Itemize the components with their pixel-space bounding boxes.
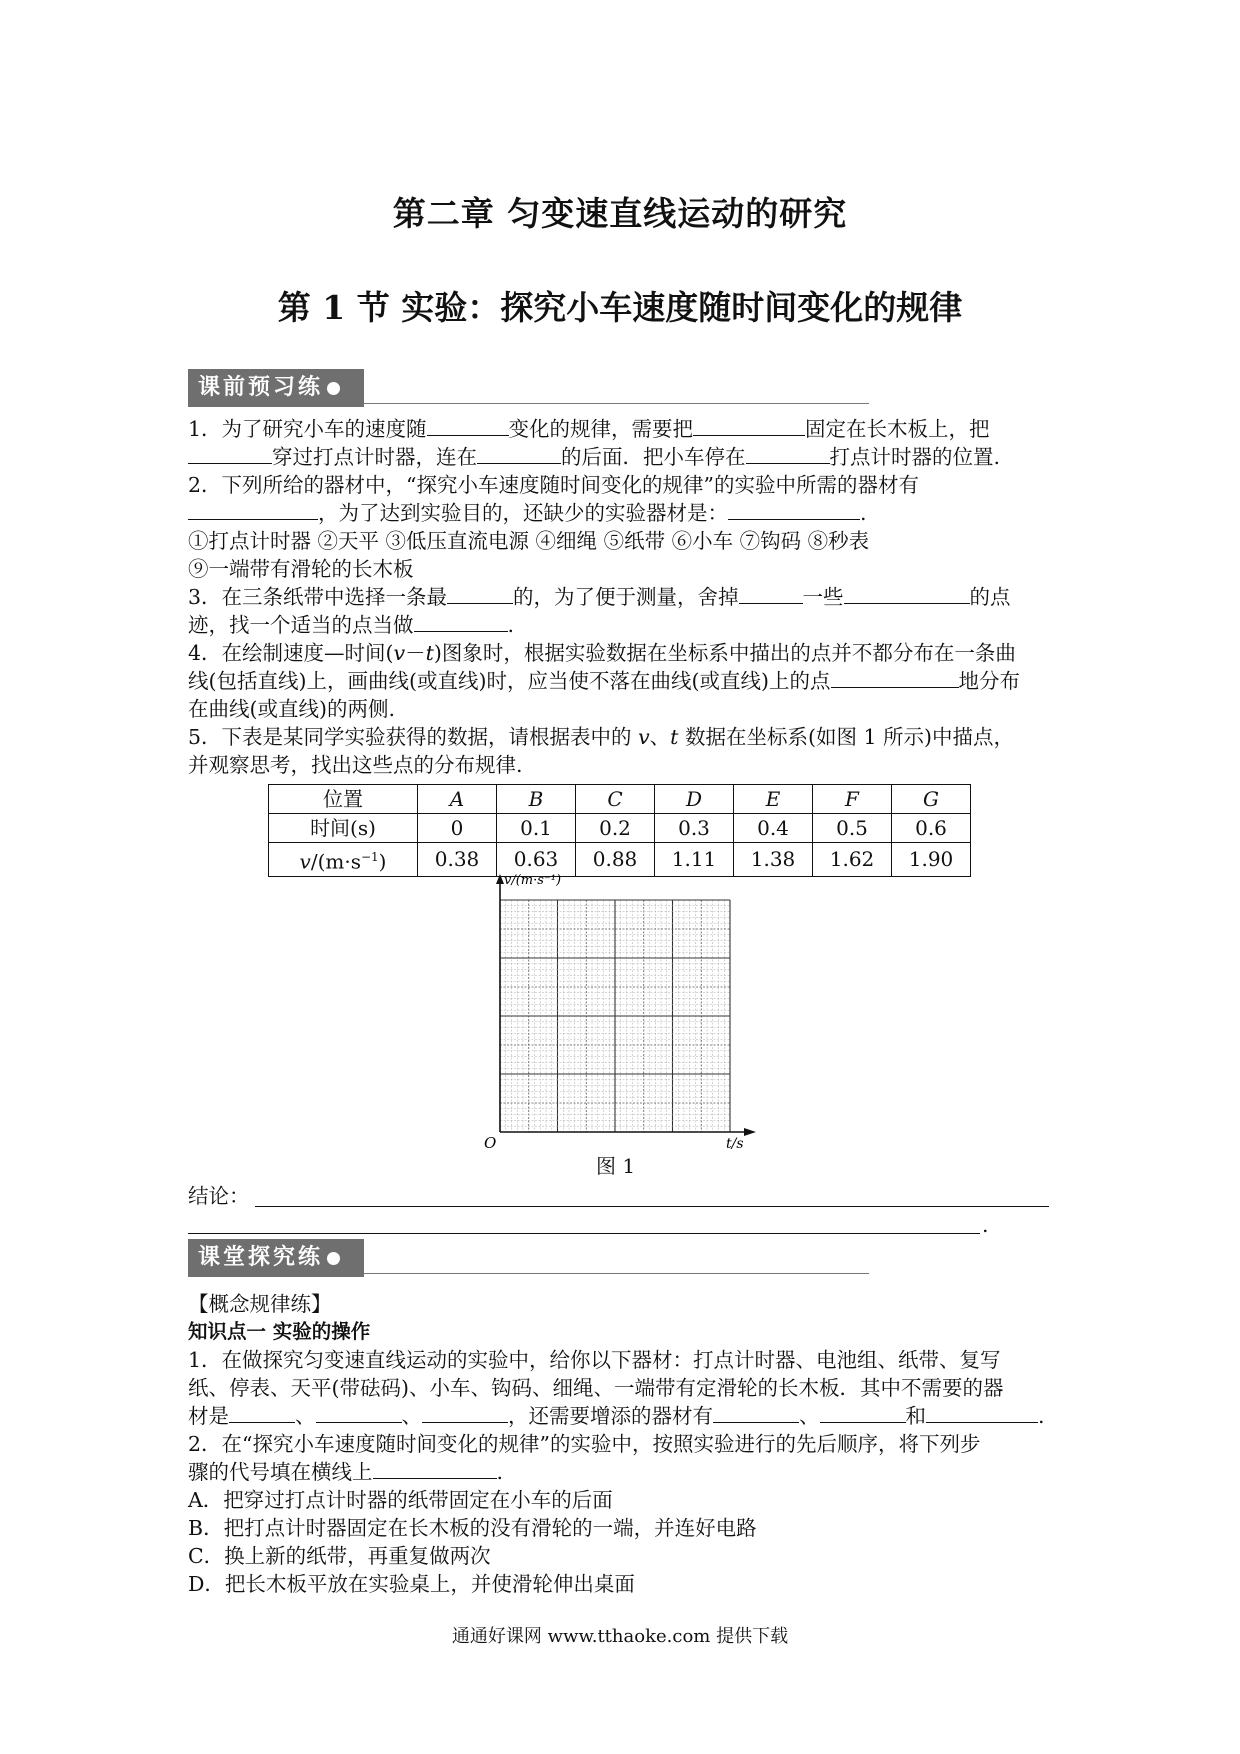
answer-blank[interactable] (447, 583, 513, 604)
table-cell: 0.1 (497, 814, 576, 843)
table-cell: 0.88 (576, 843, 655, 877)
table-cell: 1.11 (655, 843, 734, 877)
table-cell: 0.6 (892, 814, 971, 843)
answer-blank[interactable] (414, 611, 508, 632)
knowledge-point-heading: 知识点一 实验的操作 (188, 1320, 371, 1343)
equipment-list-2: ⑨一端带有滑轮的长木板 (188, 557, 414, 581)
answer-blank[interactable] (728, 499, 860, 520)
table-cell: 1.62 (813, 843, 892, 877)
step-b: B．把打点计时器固定在长木板的没有滑轮的一端，并连好电路 (188, 1516, 757, 1540)
practice-2-line-1: 2．在“探究小车速度随时间变化的规律”的实验中，按照实验进行的先后顺序，将下列步 (188, 1432, 981, 1456)
answer-blank[interactable] (713, 1402, 799, 1423)
practice-1-line-3: 材是 、 、 ，还需要增添的器材有 、 和 . (188, 1404, 1045, 1428)
table-cell: 0.4 (734, 814, 813, 843)
conclusion-answer-line[interactable] (188, 1233, 980, 1234)
answer-blank[interactable] (693, 415, 805, 436)
answer-blank[interactable] (739, 583, 803, 604)
step-a: A．把穿过打点计时器的纸带固定在小车的后面 (188, 1488, 613, 1512)
table-header-cell: G (892, 785, 971, 814)
banner-tag (188, 1239, 364, 1277)
question-1-line-1: 1．为了研究小车的速度随 变化的规律，需要把 固定在长木板上，把 (188, 417, 990, 441)
x-axis-arrow-icon (744, 1128, 756, 1136)
question-1-line-2: 穿过打点计时器，连在 的后面．把小车停在 打点计时器的位置. (188, 443, 1058, 471)
concept-heading: 【概念规律练】 (188, 1292, 332, 1316)
conclusion-label: 结论： (188, 1184, 250, 1208)
grid-lines (500, 900, 730, 1132)
question-2-line-2: ，为了达到实验目的，还缺少的实验器材是： . (188, 499, 1058, 527)
y-axis-arrow-icon (496, 874, 504, 884)
answer-blank[interactable] (746, 443, 830, 464)
practice-1-line-1: 1．在做探究匀变速直线运动的实验中，给你以下器材：打点计时器、电池组、纸带、复写 (188, 1348, 1001, 1372)
conclusion-answer-line[interactable] (255, 1206, 1049, 1207)
coordinate-grid (480, 872, 760, 1150)
answer-blank[interactable] (831, 667, 959, 688)
conclusion-period: . (982, 1213, 989, 1237)
x-axis-label: t/s (726, 1136, 744, 1150)
answer-blank[interactable] (316, 1402, 402, 1423)
table-cell: 0.63 (497, 843, 576, 877)
table-header-cell: B (497, 785, 576, 814)
question-4-line-1: 4．在绘制速度—时间(v－t)图象时，根据实验数据在坐标系中描出的点并不都分布在一条曲 (188, 641, 1016, 665)
answer-blank[interactable] (477, 443, 561, 464)
banner-tag (188, 369, 364, 407)
dot-icon (327, 1252, 340, 1265)
table-header-cell: A (418, 785, 497, 814)
question-5-line-1: 5．下表是某同学实验获得的数据，请根据表中的 v、t 数据在坐标系(如图 1 所示)中描点， (188, 725, 1015, 749)
table-cell: 1.90 (892, 843, 971, 877)
table-row (269, 785, 971, 814)
table-cell: 0 (418, 814, 497, 843)
figure-caption: 图 1 (596, 1154, 636, 1178)
table-header-cell: C (576, 785, 655, 814)
answer-blank[interactable] (229, 1402, 295, 1423)
answer-blank[interactable] (422, 1402, 508, 1423)
practice-1-line-2: 纸、停表、天平(带砝码)、小车、钩码、细绳、一端带有定滑轮的长木板．其中不需要的器 (188, 1376, 1004, 1400)
answer-blank[interactable] (188, 443, 272, 464)
answer-blank[interactable] (844, 583, 970, 604)
page-footer: 通通好课网 www.tthaoke.com 提供下载 (451, 1626, 789, 1647)
practice-2-line-2: 骤的代号填在横线上 . (188, 1460, 504, 1484)
table-cell: 0.38 (418, 843, 497, 877)
table-row-label: $v/(m\cdot s^{-1})$ (269, 843, 418, 877)
data-table (268, 784, 971, 877)
question-4-line-3: 在曲线(或直线)的两侧. (188, 697, 396, 721)
section-title: 第 1 节 实验：探究小车速度随时间变化的规律 (277, 288, 963, 327)
step-c: C．换上新的纸带，再重复做两次 (188, 1544, 491, 1568)
banner-rule (364, 1273, 869, 1274)
origin-label: O (484, 1134, 497, 1150)
question-2-line-1: 2．下列所给的器材中，“探究小车速度随时间变化的规律”的实验中所需的器材有 (188, 473, 920, 497)
table-header-cell: F (813, 785, 892, 814)
question-4-line-2: 线(包括直线)上，画曲线(或直线)时，应当使不落在曲线(或直线)上的点 地分布 (188, 669, 1020, 693)
table-header-cell: D (655, 785, 734, 814)
answer-blank[interactable] (427, 415, 509, 436)
banner-rule (364, 403, 869, 404)
table-header-cell: E (734, 785, 813, 814)
table-cell: 1.38 (734, 843, 813, 877)
table-cell: 0.2 (576, 814, 655, 843)
answer-blank[interactable] (820, 1402, 906, 1423)
banner-label: 课堂探究练 (198, 1245, 324, 1270)
table-header-cell: 位置 (269, 785, 418, 814)
equipment-list-1: ①打点计时器 ②天平 ③低压直流电源 ④细绳 ⑤纸带 ⑥小车 ⑦钩码 ⑧秒表 (188, 529, 870, 553)
table-row-label: 时间(s) (269, 814, 418, 843)
table-row (269, 814, 971, 843)
y-axis-label: v/(m·s⁻¹) (504, 873, 562, 888)
question-5-line-2: 并观察思考，找出这些点的分布规律. (188, 753, 523, 777)
dot-icon (327, 382, 340, 395)
chapter-title: 第二章 匀变速直线运动的研究 (392, 194, 848, 233)
answer-blank[interactable] (926, 1402, 1038, 1423)
question-3-line-2: 迹，找一个适当的点当做 . (188, 613, 515, 637)
step-d: D．把长木板平放在实验桌上，并使滑轮伸出桌面 (188, 1572, 635, 1596)
answer-blank[interactable] (373, 1458, 497, 1479)
question-3-line-1: 3．在三条纸带中选择一条最 的，为了便于测量，舍掉 一些 的点 (188, 585, 1011, 609)
table-cell: 0.3 (655, 814, 734, 843)
table-cell: 0.5 (813, 814, 892, 843)
banner-label: 课前预习练 (198, 375, 324, 400)
answer-blank[interactable] (188, 499, 318, 520)
